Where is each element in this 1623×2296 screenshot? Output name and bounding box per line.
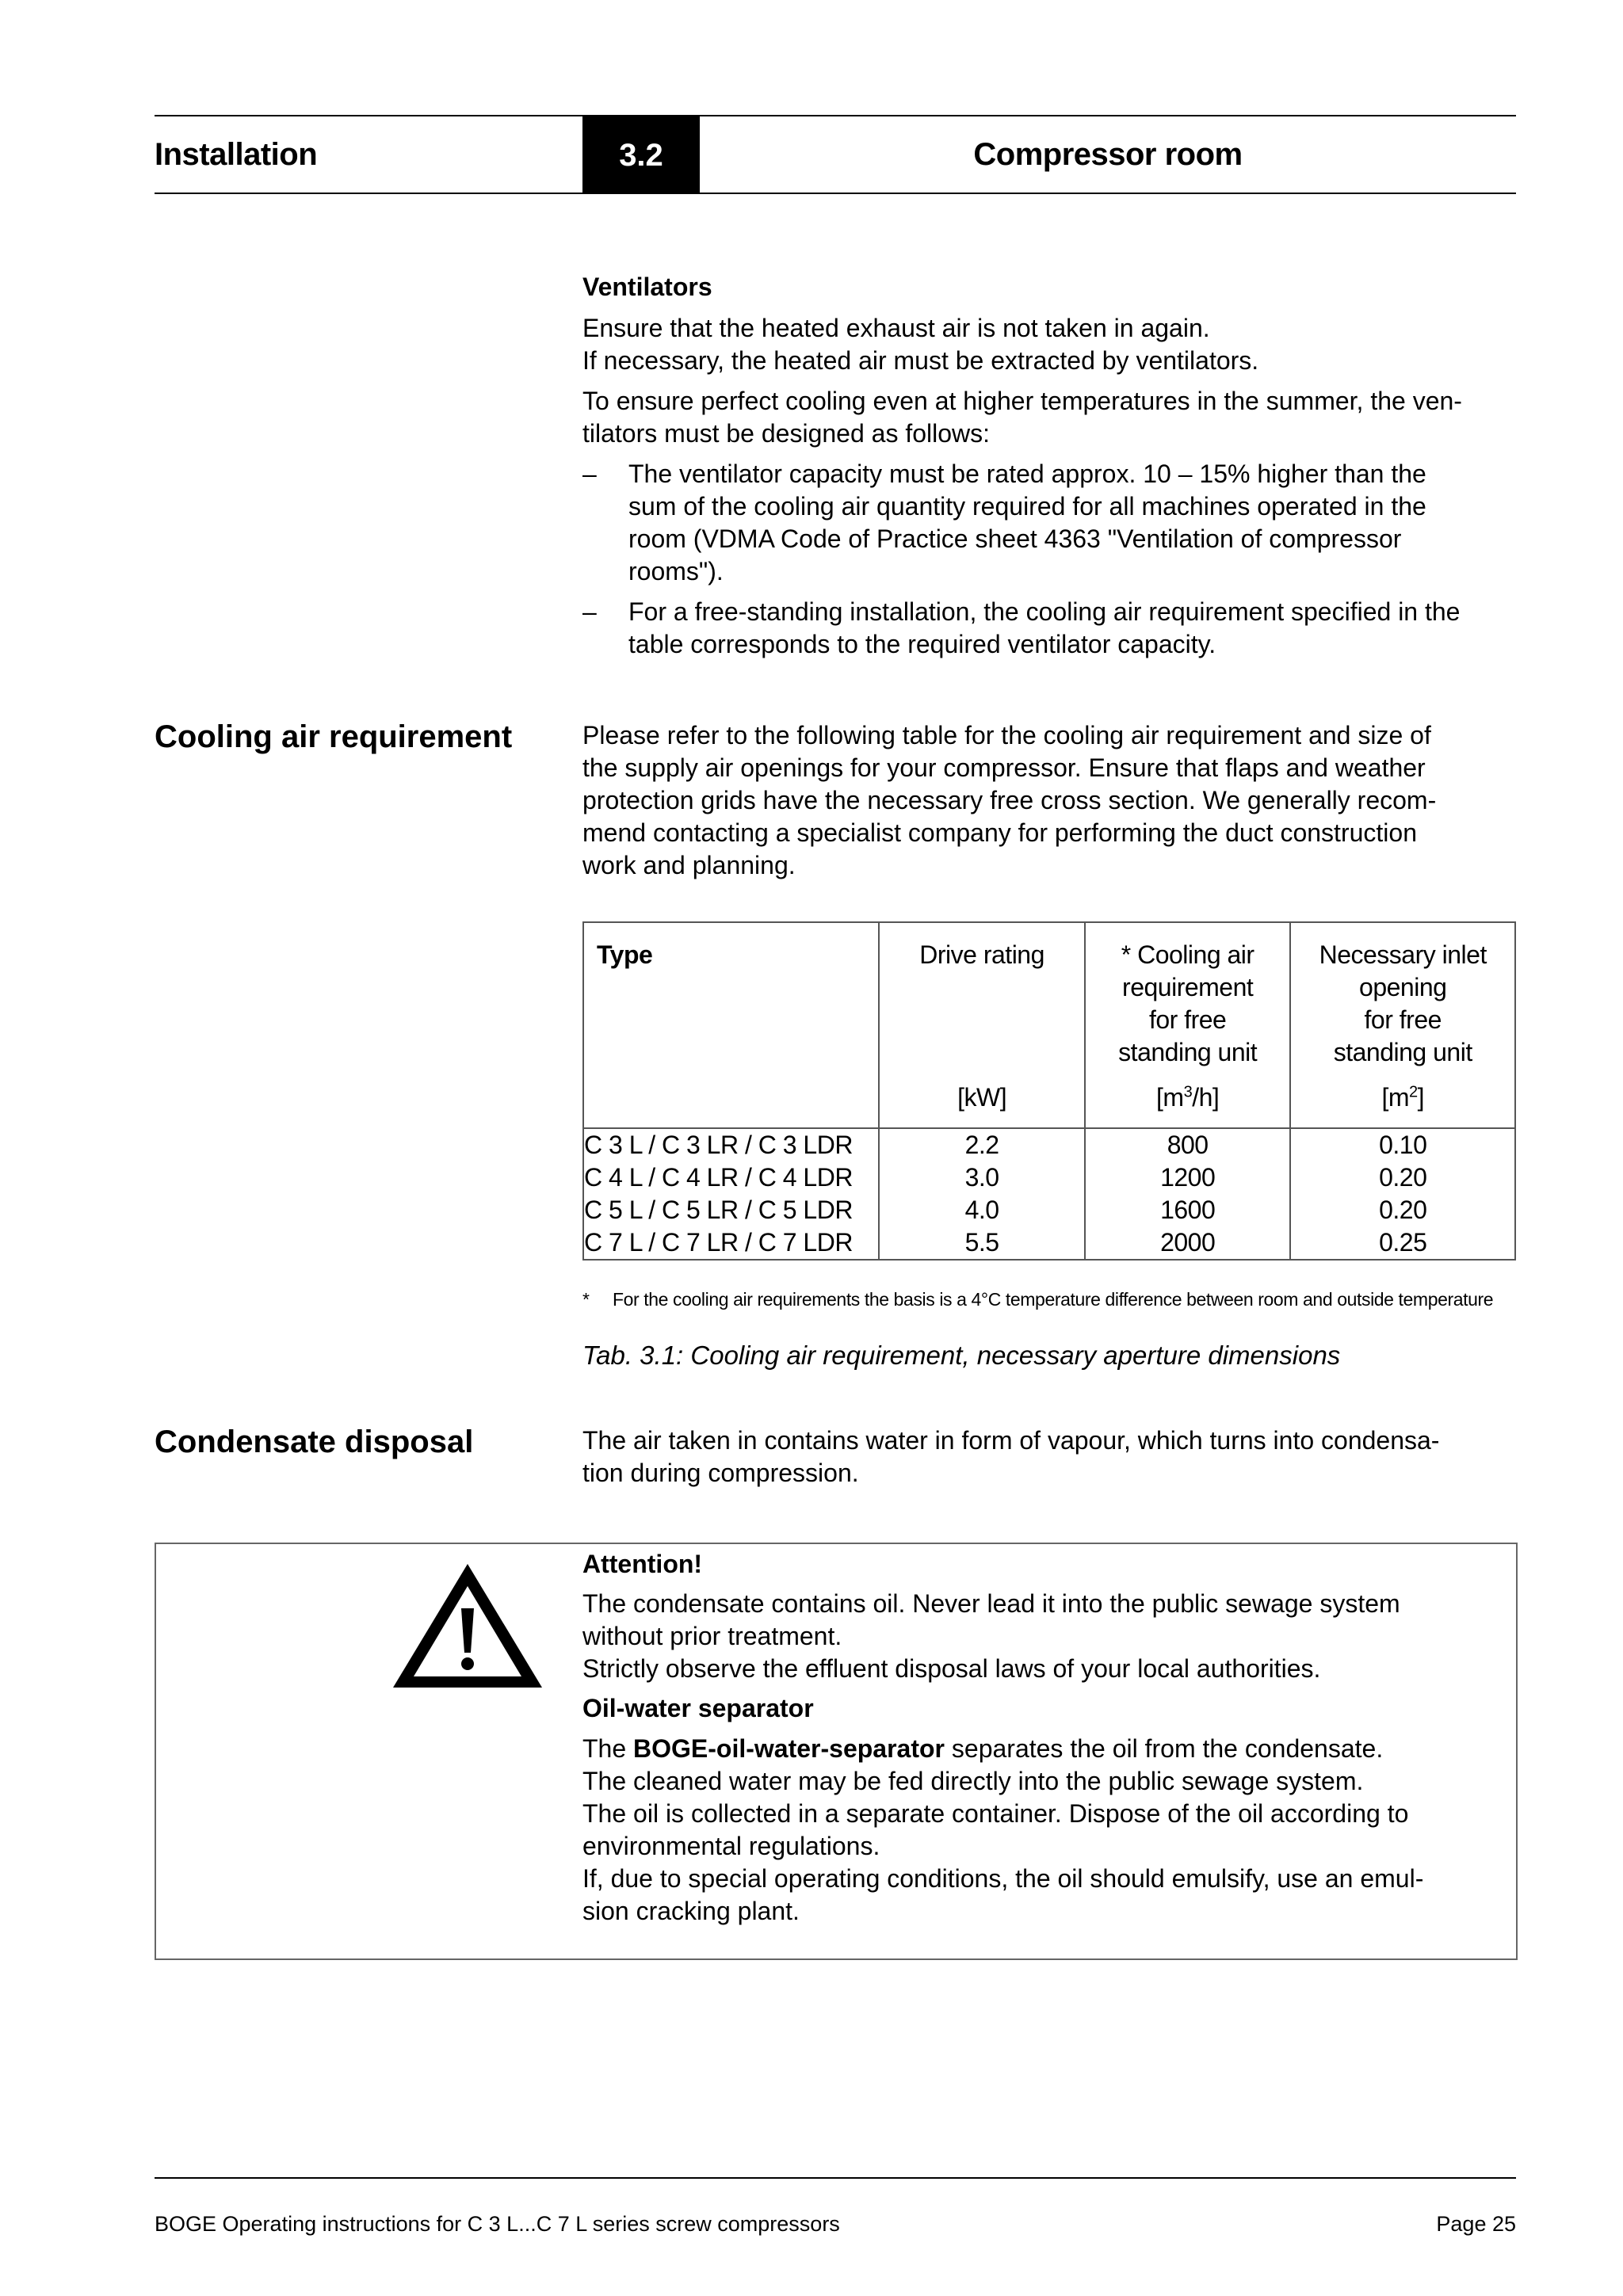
bullet-line: room (VDMA Code of Practice sheet 4363 "Ventilation of compressor (628, 524, 1402, 553)
attention-line: without prior treatment. (582, 1622, 842, 1650)
header-label: Necessary inlet (1319, 940, 1487, 969)
drive-column (879, 1128, 1085, 1260)
condensate-side-heading: Condensate disposal (155, 1425, 474, 1459)
header-type (583, 922, 879, 1128)
footnote-mark: * (582, 1289, 590, 1310)
ventilators-line: If necessary, the heated air must be extracted by ventilators. (582, 346, 1259, 375)
warning-triangle-icon (388, 1559, 547, 1692)
ventilators-intro: tilators must be designed as follows: (582, 419, 991, 448)
footer-document-title: BOGE Operating instructions for C 3 L...C 7 L series screw compressors (155, 2212, 840, 2236)
header-label: for free (1364, 1005, 1442, 1034)
condensate-line: The air taken in contains water in form of vapour, which turns into condensa- (582, 1426, 1440, 1455)
table-cell: 4.0 (964, 1196, 999, 1224)
cooling-paragraph (582, 719, 1516, 882)
table-cell: 5.5 (964, 1228, 999, 1257)
header-bottom-rule (155, 193, 1516, 194)
cooling-line: the supply air openings for your compressor. Ensure that flaps and weather (582, 753, 1426, 782)
separator-heading: Oil-water separator (582, 1694, 814, 1722)
header-drive (879, 922, 1085, 1128)
table-cell: C 4 L / C 4 LR / C 4 LDR (584, 1163, 853, 1192)
bullet-line: The ventilator capacity must be rated approx. 10 – 15% higher than the (628, 460, 1426, 488)
footer-rule (155, 2177, 1516, 2179)
ventilators-heading: Ventilators (582, 273, 712, 301)
cooling-column (1085, 1128, 1291, 1260)
bullet-line: sum of the cooling air quantity required for all machines operated in the (628, 492, 1426, 521)
inlet-column (1290, 1128, 1515, 1260)
condensate-paragraph (582, 1425, 1516, 1489)
bullet-dash: – (582, 460, 597, 488)
header-type-label: Type (597, 940, 653, 969)
ventilators-line: Ensure that the heated exhaust air is not taken in again. (582, 314, 1210, 342)
header-cooling (1085, 922, 1291, 1128)
separator-line: The oil is collected in a separate container. Dispose of the oil according to (582, 1799, 1409, 1828)
header-label: standing unit (1333, 1038, 1472, 1066)
header-section-number: 3.2 (582, 116, 700, 194)
bullet-line: rooms"). (628, 557, 724, 585)
table-cell: 0.10 (1379, 1131, 1427, 1159)
separator-brand: BOGE-oil-water-separator (633, 1734, 945, 1763)
separator-line: If, due to special operating conditions, the oil should emulsify, use an emul- (582, 1864, 1424, 1893)
footnote-text: For the cooling air requirements the basis is a 4°C temperature difference between room and outside temperature (613, 1289, 1494, 1310)
table-cell: C 7 L / C 7 LR / C 7 LDR (584, 1228, 853, 1257)
bullet-dash: – (582, 597, 597, 626)
table-header-row (583, 922, 1515, 1128)
table-cell: 800 (1167, 1131, 1209, 1159)
cooling-line: protection grids have the necessary free cross section. We generally recom- (582, 786, 1437, 814)
bullet-line: table corresponds to the required ventilator capacity. (628, 630, 1216, 658)
header-label: opening (1359, 973, 1447, 1001)
cooling-line: Please refer to the following table for the cooling air requirement and size of (582, 721, 1431, 749)
table-cell: 2.2 (964, 1131, 999, 1159)
attention-line: The condensate contains oil. Never lead it into the public sewage system (582, 1589, 1400, 1618)
header-label: for free (1148, 1005, 1227, 1034)
unit-drive: [kW] (957, 1083, 1007, 1112)
attention-line: Strictly observe the effluent disposal laws of your local authorities. (582, 1654, 1321, 1683)
attention-content (582, 1548, 1516, 1928)
table-cell: 1200 (1160, 1163, 1216, 1192)
header-label: * Cooling air (1121, 940, 1254, 969)
table-cell: C 5 L / C 5 LR / C 5 LDR (584, 1196, 853, 1224)
condensate-line: tion during compression. (582, 1459, 859, 1487)
header-label: standing unit (1118, 1038, 1258, 1066)
cooling-line: work and planning. (582, 851, 796, 879)
type-column (583, 1128, 879, 1260)
table-cell: 1600 (1160, 1196, 1216, 1224)
ventilators-section (582, 271, 1516, 661)
table-cell: 0.20 (1379, 1163, 1427, 1192)
header-section: Installation (155, 137, 318, 172)
table-caption: Tab. 3.1: Cooling air requirement, necessary aperture dimensions (582, 1341, 1341, 1370)
footer-page-number: Page 25 (1436, 2212, 1516, 2236)
ventilator-bullet (582, 596, 1516, 661)
table-cell: C 3 L / C 3 LR / C 3 LDR (584, 1131, 853, 1159)
table-cell: 0.25 (1379, 1228, 1427, 1257)
cooling-air-table (582, 921, 1516, 1261)
header-title: Compressor room (973, 137, 1243, 172)
header-label: requirement (1122, 973, 1254, 1001)
cooling-side-heading: Cooling air requirement (155, 719, 513, 754)
cooling-line: mend contacting a specialist company for performing the duct construction (582, 818, 1417, 847)
table-body-row (583, 1128, 1515, 1260)
table-cell: 2000 (1160, 1228, 1216, 1257)
ventilators-intro: To ensure perfect cooling even at higher temperatures in the summer, the ven- (582, 387, 1462, 415)
table-cell: 0.20 (1379, 1196, 1427, 1224)
header-inlet (1290, 922, 1515, 1128)
ventilator-bullet (582, 458, 1516, 588)
separator-line: environmental regulations. (582, 1832, 880, 1860)
attention-heading: Attention! (582, 1550, 703, 1578)
bullet-line: For a free-standing installation, the cooling air requirement specified in the (628, 597, 1461, 626)
table-cell: 3.0 (964, 1163, 999, 1192)
separator-line: The cleaned water may be fed directly into the public sewage system. (582, 1767, 1364, 1795)
table-footnote (582, 1287, 1516, 1311)
separator-line: The BOGE-oil-water-separator separates the oil from the condensate. (582, 1734, 1384, 1763)
header-label: Drive rating (919, 940, 1044, 969)
unit-inlet: $[m^2]$ (1381, 1083, 1424, 1112)
unit-cooling: $[m^3/h]$ (1156, 1083, 1220, 1112)
separator-line: sion cracking plant. (582, 1897, 800, 1925)
